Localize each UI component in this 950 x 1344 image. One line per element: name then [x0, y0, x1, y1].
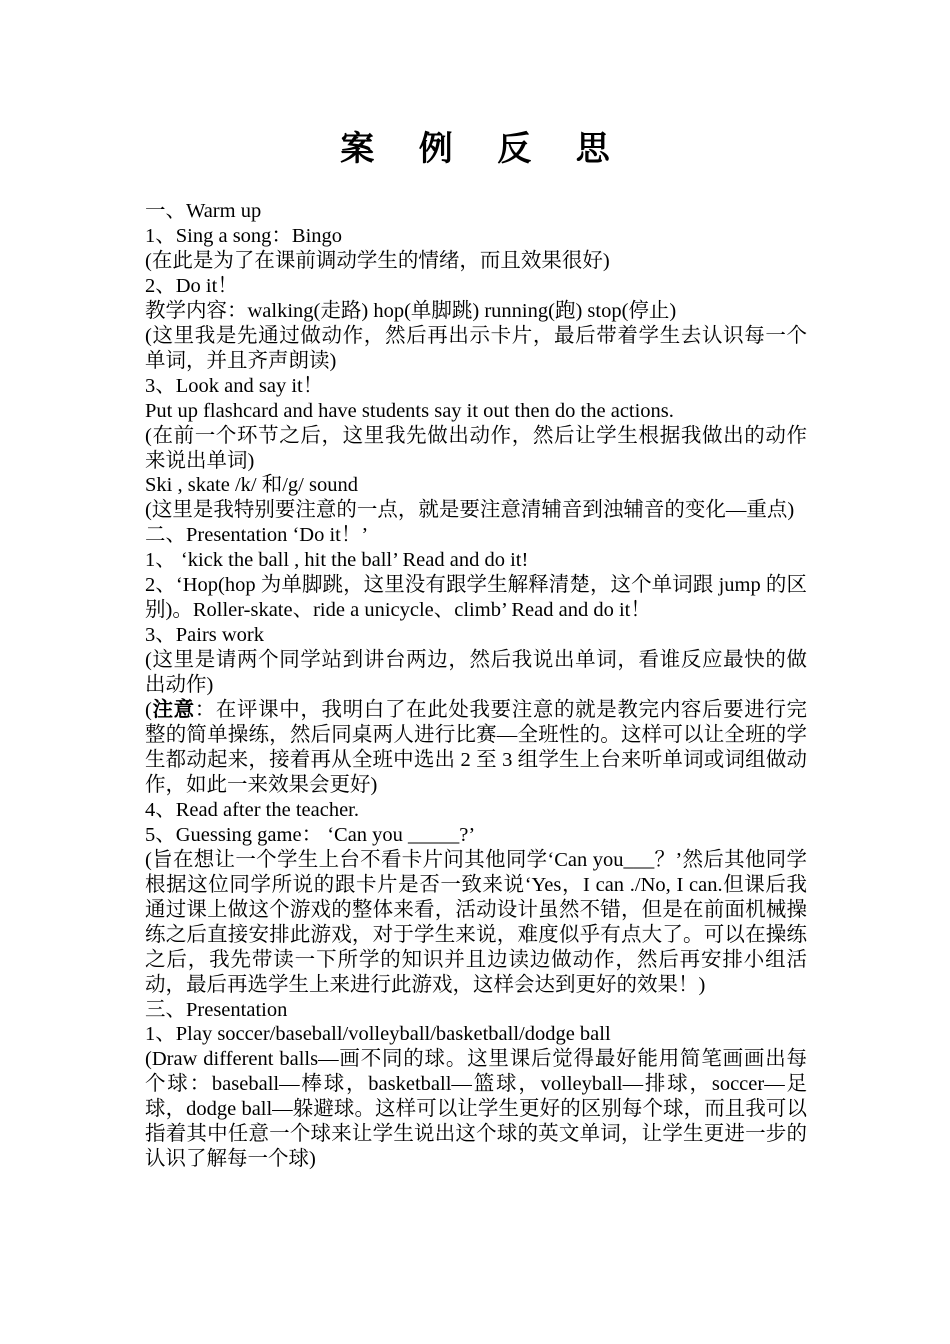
paragraph: 教学内容：walking(走路) hop(单脚跳) running(跑) stop(停止)	[145, 299, 677, 322]
page-title: 案 例 反 思	[340, 131, 628, 168]
note-open-paren: (	[145, 699, 152, 722]
paragraph: 1、Play soccer/baseball/volleyball/basketball/dodge ball	[145, 1023, 611, 1046]
document-body	[145, 199, 807, 1172]
paragraph: (这里是我特别要注意的一点，就是要注意清辅音到浊辅音的变化—重点)	[145, 499, 795, 522]
note-text: ：在评课中，我明白了在此处我要注意的就是教完内容后要进行完整的简单操练，然后同桌两人进行比赛—全班性的。这样可以让全班的学生都动起来，接着再从全班中选出 2 至 3 组学生上台来听单词或词组做动作，如此一来效果会更好)	[145, 699, 808, 796]
paragraph: (在前一个环节之后，这里我先做出动作，然后让学生根据我做出的动作来说出单词)	[145, 424, 807, 472]
paragraph: 4、Read after the teacher.	[145, 798, 359, 821]
section-heading-presentation-do-it: 二、Presentation ‘Do it！’	[145, 524, 369, 547]
paragraph: 5、Guessing game： ‘Can you _____?’	[145, 823, 476, 846]
paragraph: (在此是为了在课前调动学生的情绪，而且效果很好)	[145, 249, 610, 272]
section-heading-presentation: 三、Presentation	[145, 998, 288, 1021]
paragraph: 3、Pairs work	[145, 624, 265, 647]
paragraph: Put up flashcard and have students say it out then do the actions.	[145, 399, 674, 422]
note-label: 注意	[151, 699, 195, 722]
note-paragraph	[145, 698, 807, 798]
paragraph: Ski , skate /k/ 和/g/ sound	[145, 474, 358, 497]
paragraph: 3、Look and say it！	[145, 374, 324, 397]
paragraph: 2、‘Hop(hop 为单脚跳，这里没有跟学生解释清楚，这个单词跟 jump 的区别)。Roller-skate、ride a unicycle、climb’ Read and do it！	[145, 574, 807, 622]
section-heading-warm-up: 一、Warm up	[145, 200, 262, 222]
paragraph: (Draw different balls—画不同的球。这里课后觉得最好能用简笔画画出每个球：baseball—棒球，basketball—篮球，volleyball—排球，soccer—足球，dodge ball—躲避球。这样可以让学生更好的区别每个球，而且我可以指着其中任意一个球来让学生说出这个球的英文单词，让学生更进一步的认识了解每一个球)	[145, 1048, 807, 1171]
paragraph: 2、Do it！	[145, 274, 238, 297]
paragraph: 1、 ‘kick the ball , hit the ball’ Read and do it!	[145, 549, 529, 572]
paragraph: (这里是请两个同学站到讲台两边，然后我说出单词，看谁反应最快的做出动作)	[145, 649, 807, 697]
paragraph: (这里我是先通过做动作，然后再出示卡片，最后带着学生去认识每一个单词，并且齐声朗读)	[145, 324, 807, 372]
paragraph: (旨在想让一个学生上台不看卡片问其他同学‘Can you___？’然后其他同学根据这位同学所说的跟卡片是否一致来说‘Yes，I can ./No, I can.但课后我通过课上做这个游戏的整体来看，活动设计虽然不错，但是在前面机械操练之后直接安排此游戏，对于学生来说，难度似乎有点大了。可以在操练之后，我先带读一下所学的知识并且边读边做动作，然后再安排小组活动，最后再选学生上来进行此游戏，这样会达到更好的效果！)	[145, 848, 807, 996]
paragraph: 1、Sing a song：Bingo	[145, 224, 343, 247]
